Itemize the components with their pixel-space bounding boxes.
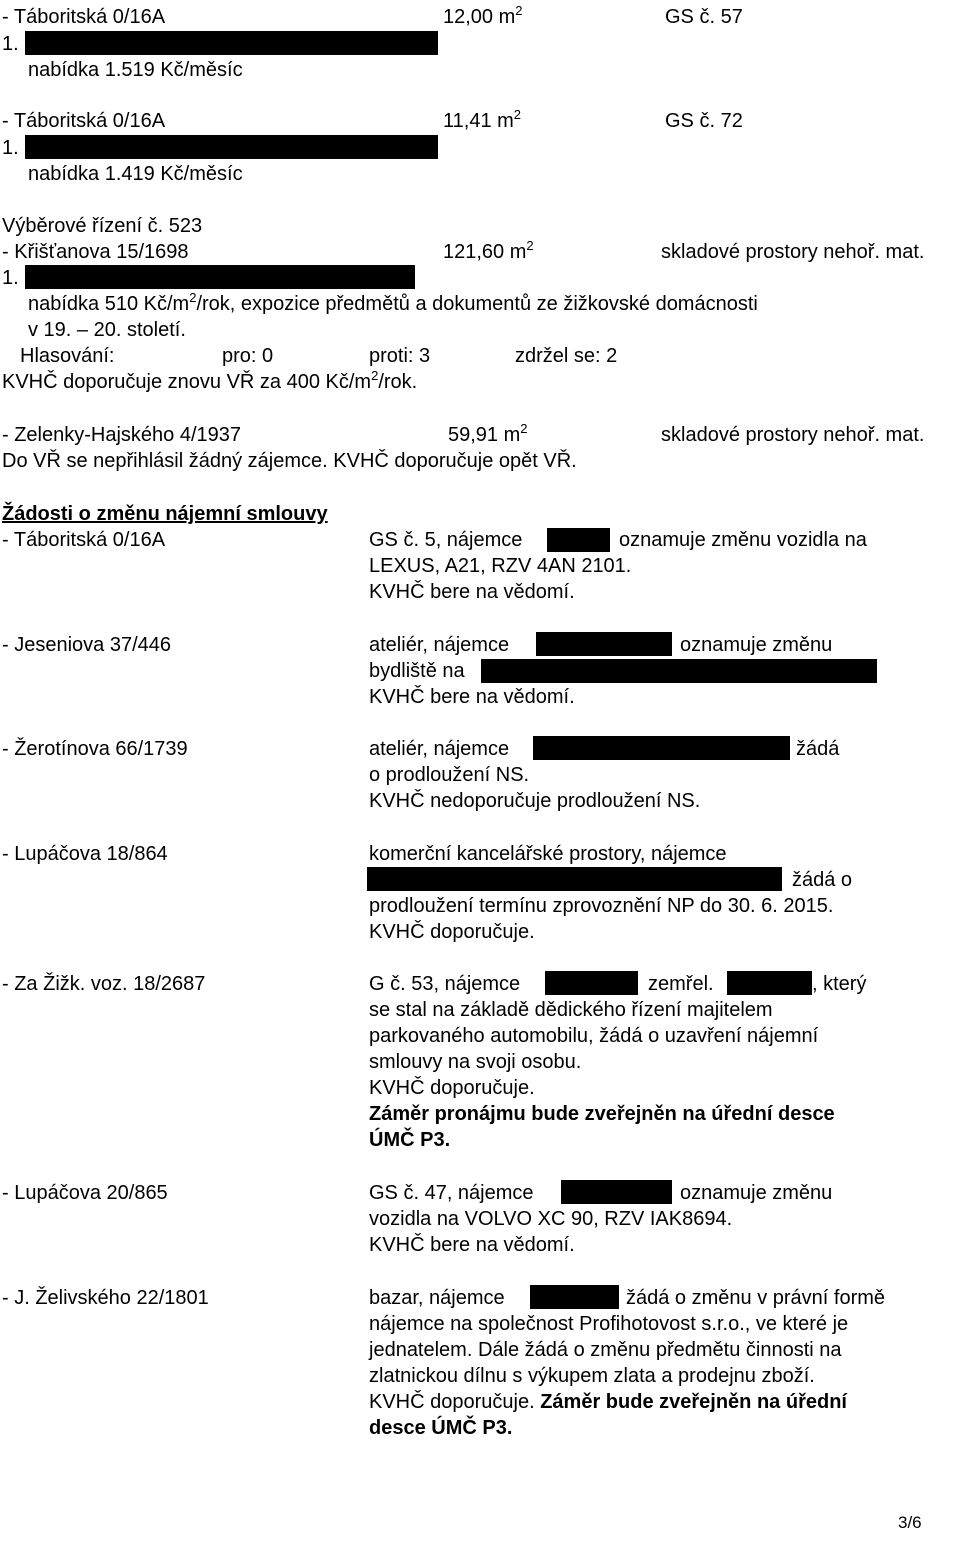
request-decision: KVHČ doporučuje.: [369, 921, 535, 943]
redaction-bar: [536, 632, 672, 656]
vote-label: Hlasování:: [20, 345, 115, 367]
zelenky-street: - Zelenky-Hajského 4/1937: [2, 424, 242, 446]
listing2-street: - Táboritská 0/16A: [2, 110, 166, 132]
request-text: bydliště na: [369, 660, 465, 682]
request-decision: KVHČ doporučuje. Záměr bude zveřejněn na úřední: [369, 1391, 847, 1413]
listing1-order: 1.: [2, 33, 19, 55]
request-text: ateliér, nájemce: [369, 738, 510, 760]
listing2-area: 11,41 $m^2$: [443, 107, 522, 132]
vote-against: proti: 3: [369, 345, 431, 367]
request-text: žádá o: [792, 869, 853, 891]
publication-note: desce ÚMČ P3.: [369, 1417, 513, 1439]
request-text: zemřel.: [648, 973, 714, 995]
request-text: parkovaného automobilu, žádá o uzavření nájemní: [369, 1025, 819, 1047]
redaction-bar: [25, 265, 415, 289]
requests-heading: Žádosti o změnu nájemní smlouvy: [2, 503, 328, 525]
vote-for: pro: 0: [222, 345, 274, 367]
request-text: ateliér, nájemce: [369, 634, 510, 656]
listing1-space: GS č. 57: [665, 6, 743, 28]
request-address: - Jeseniova 37/446: [2, 634, 172, 656]
request-text: oznamuje změnu: [680, 1182, 833, 1204]
tender-street: - Křišťanova 15/1698: [2, 241, 189, 263]
request-text: žádá o změnu v právní formě: [626, 1287, 886, 1309]
request-decision: KVHČ doporučuje.: [369, 1077, 535, 1099]
tender-offer-line2: v 19. – 20. století.: [28, 319, 186, 341]
tender-type: skladové prostory nehoř. mat.: [661, 241, 925, 263]
zelenky-type: skladové prostory nehoř. mat.: [661, 424, 925, 446]
request-address: - Za Žižk. voz. 18/2687: [2, 973, 206, 995]
listing1-street: - Táboritská 0/16A: [2, 6, 166, 28]
request-address: - Lupáčova 18/864: [2, 843, 168, 865]
listing2-order: 1.: [2, 137, 19, 159]
publication-note: Záměr pronájmu bude zveřejněn na úřední desce: [369, 1103, 835, 1125]
listing1-area: 12,00 $m^2$: [443, 3, 523, 28]
request-text: zlatnickou dílnu s výkupem zlata a prodejnu zboží.: [369, 1365, 815, 1387]
redaction-bar: [547, 528, 610, 552]
request-text: vozidla na VOLVO XC 90, RZV IAK8694.: [369, 1208, 733, 1230]
redaction-bar: [533, 736, 790, 760]
listing1-offer: nabídka 1.519 Kč/měsíc: [28, 59, 243, 81]
redaction-bar: [25, 31, 438, 55]
request-text: , který: [812, 973, 867, 995]
request-text: nájemce na společnost Profihotovost s.r.o., ve které je: [369, 1313, 849, 1335]
zelenky-area: 59,91 $m^2$: [448, 421, 528, 446]
request-address: - Táboritská 0/16A: [2, 529, 166, 551]
request-address: - Žerotínova 66/1739: [2, 738, 188, 760]
page-number: 3/6: [898, 1513, 922, 1532]
tender-area: 121,60 $m^2$: [443, 238, 534, 263]
zelenky-note: Do VŘ se nepřihlásil žádný zájemce. KVHČ doporučuje opět VŘ.: [2, 450, 577, 472]
request-text: žádá: [796, 738, 840, 760]
tender-recommendation: KVHČ doporučuje znovu VŘ za 400 $Kč/m^2$/rok.: [2, 368, 418, 393]
request-text: G č. 53, nájemce: [369, 973, 521, 995]
redaction-bar: [481, 659, 877, 683]
request-address: - Lupáčova 20/865: [2, 1182, 168, 1204]
request-text: o prodloužení NS.: [369, 764, 530, 786]
listing2-space: GS č. 72: [665, 110, 743, 132]
publication-note: ÚMČ P3.: [369, 1129, 451, 1151]
request-decision: KVHČ nedoporučuje prodloužení NS.: [369, 790, 701, 812]
redaction-bar: [530, 1285, 619, 1309]
request-text: komerční kancelářské prostory, nájemce: [369, 843, 727, 865]
request-text: smlouvy na svoji osobu.: [369, 1051, 582, 1073]
request-decision: KVHČ bere na vědomí.: [369, 686, 575, 708]
tender-order: 1.: [2, 267, 19, 289]
request-text: LEXUS, A21, RZV 4AN 2101.: [369, 555, 632, 577]
request-text: GS č. 47, nájemce: [369, 1182, 534, 1204]
request-text: prodloužení termínu zprovoznění NP do 30. 6. 2015.: [369, 895, 834, 917]
tender-heading: Výběrové řízení č. 523: [2, 215, 203, 237]
redaction-bar: [561, 1180, 672, 1204]
request-text: oznamuje změnu: [680, 634, 833, 656]
request-text: se stal na základě dědického řízení majitelem: [369, 999, 773, 1021]
request-decision: KVHČ bere na vědomí.: [369, 581, 575, 603]
request-address: - J. Želivského 22/1801: [2, 1287, 209, 1309]
redaction-bar: [727, 971, 812, 995]
request-text: jednatelem. Dále žádá o změnu předmětu činnosti na: [369, 1339, 842, 1361]
redaction-bar: [545, 971, 638, 995]
tender-offer: nabídka 510 $Kč/m^2$/rok, expozice předmětů a dokumentů ze žižkovské domácnosti: [28, 290, 758, 315]
listing2-offer: nabídka 1.419 Kč/měsíc: [28, 163, 243, 185]
request-decision: KVHČ bere na vědomí.: [369, 1234, 575, 1256]
request-text: oznamuje změnu vozidla na: [619, 529, 867, 551]
request-text: bazar, nájemce: [369, 1287, 505, 1309]
redaction-bar: [25, 135, 438, 159]
vote-abstain: zdržel se: 2: [515, 345, 618, 367]
redaction-bar: [367, 867, 782, 891]
request-text: GS č. 5, nájemce: [369, 529, 523, 551]
